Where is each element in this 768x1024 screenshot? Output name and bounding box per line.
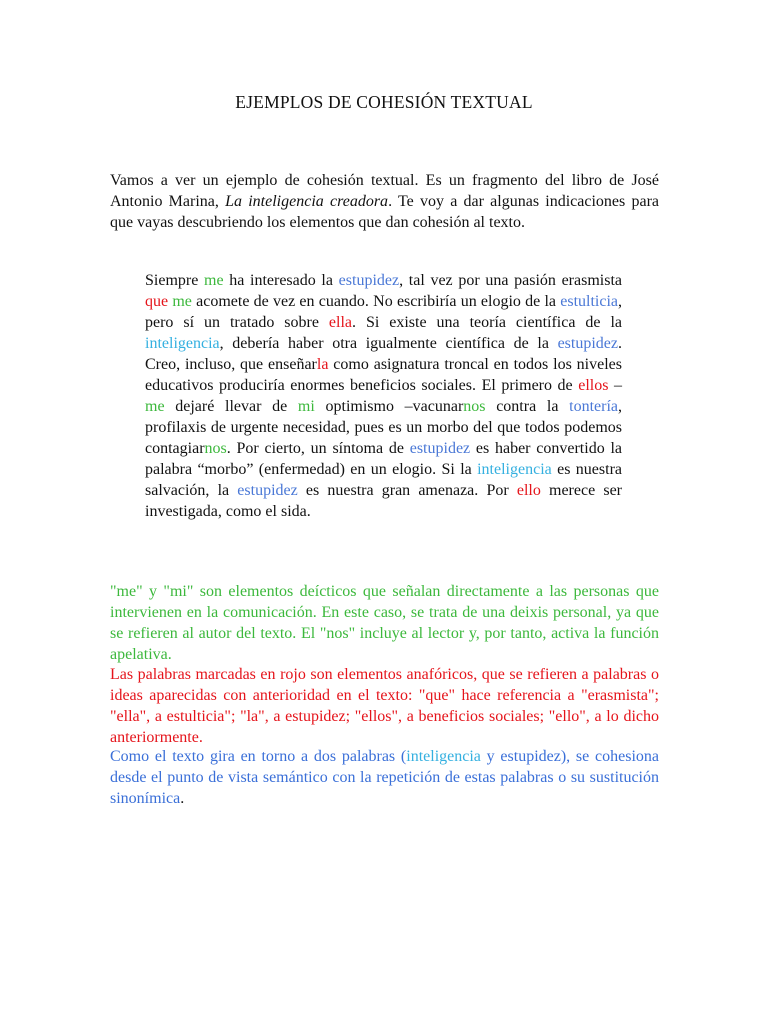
- anaphoric-word: la: [316, 356, 329, 373]
- quote-text: Siempre: [145, 272, 204, 289]
- deictic-word: nos: [204, 440, 227, 457]
- quote-text: merece ser investigada, como el sida.: [145, 482, 623, 520]
- page-title: EJEMPLOS DE COHESIÓN TEXTUAL: [235, 92, 533, 112]
- quote-text: es nuestra salvación, la: [145, 461, 623, 499]
- semantic-text: y estupidez), se cohesiona desde el punto de vista semántico con la repetición de estas palabras o su sustitución sinonímica: [110, 748, 659, 807]
- semantic-word: estupidez: [237, 482, 298, 499]
- deictic-word: mi: [297, 398, 315, 415]
- intro-paragraph: [110, 170, 659, 233]
- deictic-word: me: [172, 293, 192, 310]
- intro-text: Vamos a ver un ejemplo de cohesión textual. Es un fragmento del libro de José Antonio Marina,: [110, 172, 659, 210]
- quote-text: dejaré llevar de: [164, 398, 298, 415]
- semantic-word: estupidez: [338, 272, 400, 289]
- deictic-word: me: [145, 398, 165, 415]
- quote-text: , debería haber otra igualmente científica de la: [219, 335, 558, 352]
- semantic-word: estupidez: [557, 335, 618, 352]
- anaphoric-word: que: [145, 293, 169, 310]
- anaphoric-word: ello: [516, 482, 541, 499]
- semantic-word: tontería: [569, 398, 618, 415]
- quote-text: contra la: [485, 398, 570, 415]
- intro-text: . Te voy a dar algunas indicaciones para que vayas descubriendo los elementos que dan cohesión al texto.: [110, 193, 660, 231]
- anaphoric-explanation: Las palabras marcadas en rojo son elementos anafóricos, que se refieren a palabras o ideas aparecidas con anterioridad en el texto: "que" hace referencia a "erasmista"; "ella", a estulticia"; "la", a estupidez; "ellos", a beneficios sociales; "ello", a lo dicho anteriormente.: [110, 666, 659, 746]
- semantic-word: estupidez: [409, 440, 471, 457]
- quote-text: . Si existe una teoría científica de la: [352, 314, 622, 331]
- quote-text: ha interesado la: [223, 272, 339, 289]
- semantic-word: inteligencia: [406, 748, 481, 765]
- semantic-explanation: [110, 746, 659, 809]
- quote-text: , profilaxis de urgente necesidad, pues es un morbo del que todos podemos contagiar: [145, 398, 622, 457]
- deictic-word: me: [204, 272, 224, 289]
- quote-text: optimismo –vacunar: [314, 398, 464, 415]
- quote-text: , pero sí un tratado sobre: [145, 293, 623, 331]
- semantic-word: inteligencia: [477, 461, 552, 478]
- deictic-word: nos: [463, 398, 486, 415]
- quote-text: –: [608, 377, 622, 394]
- quote-text: . Creo, incluso, que enseñar: [145, 335, 622, 373]
- quote-text: . Por cierto, un síntoma de: [226, 440, 410, 457]
- quote-text: es nuestra gran amenaza. Por: [297, 482, 517, 499]
- quoted-fragment: [145, 270, 622, 522]
- semantic-text: Como el texto gira en torno a dos palabras (: [110, 748, 407, 765]
- anaphoric-word: ella: [328, 314, 353, 331]
- quote-text: es haber convertido la palabra “morbo” (enfermedad) en un elogio. Si la: [145, 440, 622, 478]
- deictic-explanation: "me" y "mi" son elementos deícticos que señalan directamente a las personas que intervienen en la comunicación. En este caso, se trata de una deixis personal, ya que se refieren al autor del texto. El "nos" incluye al lector y, por tanto, activa la función apelativa.: [110, 583, 659, 663]
- book-title: La inteligencia creadora: [225, 193, 389, 210]
- quote-text: , tal vez por una pasión erasmista: [399, 272, 622, 289]
- quote-text: acomete de vez en cuando. No escribiría un elogio de la: [191, 293, 561, 310]
- semantic-text: .: [180, 790, 185, 807]
- semantic-word: inteligencia: [145, 335, 220, 352]
- anaphoric-word: ellos: [578, 377, 609, 394]
- semantic-word: estulticia: [560, 293, 619, 310]
- quote-text: como asignatura troncal en todos los niveles educativos produciría enormes beneficios sociales. El primero de: [145, 356, 623, 394]
